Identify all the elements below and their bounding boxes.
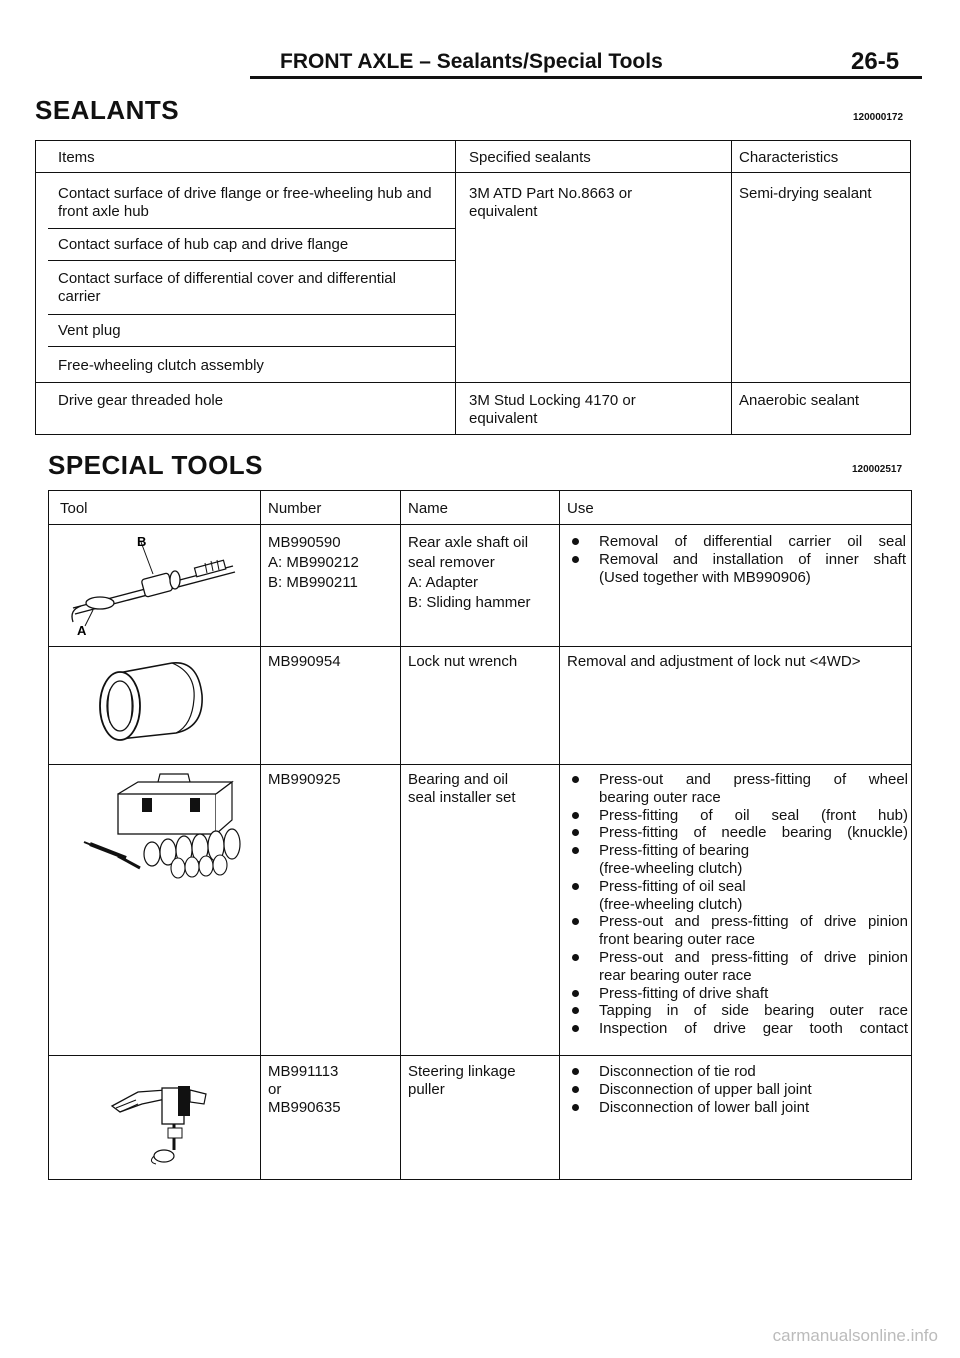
sealant-item: Contact surface of hub cap and drive flange [58,236,349,253]
tool-number-cell [268,533,359,593]
tool-name: seal installer set [408,789,516,806]
tool-number: MB990925 [268,771,341,788]
use-item: Press-fitting of drive shaft [566,985,908,1003]
use-item: Removal of differential carrier oil seal [566,533,906,551]
bullet-icon [572,556,579,563]
tool-name: A: Adapter [408,574,479,591]
tools-col-name: Name [408,500,449,517]
tool-use-cell [566,1063,906,1116]
sealants-row-rule [48,314,455,315]
bullet-icon [572,883,579,890]
sealants-title: SEALANTS [35,95,180,125]
tool-number: B: MB990211 [268,574,358,591]
tools-col-divider-1 [260,491,261,1179]
use-item: Press-fitting of needle bearing (knuckle) [566,824,908,842]
sealants-col-specified: Specified sealants [469,149,591,166]
tool-callout-label: A [77,623,87,638]
sealant-characteristic: Anaerobic sealant [739,392,860,409]
tool-callout-label: B [137,534,147,549]
tools-row-rule [49,1055,911,1056]
bullet-icon [572,1068,579,1075]
bullet-icon [572,918,579,925]
tool-name: Bearing and oil [408,771,509,788]
bullet-icon [572,812,579,819]
bullet-icon [572,847,579,854]
special-tools-code: 120002517 [852,464,903,475]
use-item: Disconnection of upper ball joint [566,1081,906,1099]
tool-use-cell [566,771,908,1038]
sealants-row-rule [48,346,455,347]
use-item: Press-fitting of oil seal (free-wheeling clutch) [566,878,908,914]
bullet-icon [572,1025,579,1032]
sealant-characteristic: Semi-drying sealant [739,185,872,202]
tool-name: seal remover [408,554,495,571]
sealants-col-characteristics: Characteristics [739,149,839,166]
sealants-col-items: Items [58,149,95,166]
tool-number: MB990590 [268,534,341,551]
tool-name: Lock nut wrench [408,653,518,670]
tool-name: puller [408,1081,445,1098]
use-item: Disconnection of lower ball joint [566,1099,906,1117]
tools-col-divider-2 [400,491,401,1179]
tool-name: Rear axle shaft oil [408,534,529,551]
tools-col-divider-3 [559,491,560,1179]
tool-number: MB991113 [268,1063,339,1080]
bullet-icon [572,1007,579,1014]
sealants-row-rule [48,260,455,261]
bullet-icon [572,990,579,997]
tools-row-rule [49,764,911,765]
sealant-item: Free-wheeling clutch assembly [58,357,264,374]
tool-name: Steering linkage [408,1063,516,1080]
tool-name-cell [408,533,531,613]
tool-name-cell [408,1063,516,1099]
sealants-col-divider-2 [731,141,732,434]
use-note: (Used together with MB990906) [599,568,811,586]
bullet-icon [572,954,579,961]
use-item: Press-out and press-fitting of wheel bearing outer race [566,771,908,807]
tool-name: B: Sliding hammer [408,594,531,611]
page-header-title: FRONT AXLE – Sealants/Special Tools [280,50,663,73]
tool-use: Removal and adjustment of lock nut <4WD> [567,653,861,670]
watermark: carmanualsonline.info [772,1326,938,1345]
header-rule [250,76,922,79]
tool-use-cell [566,533,906,586]
sealant-item: Contact surface of differential cover and differential carrier [58,270,396,305]
tool-number: MB990635 [268,1099,341,1116]
sealants-col-divider-1 [455,141,456,434]
use-item: Press-out and press-fitting of drive pinion front bearing outer race [566,913,908,949]
use-item: Removal and installation of inner shaft (Used together with MB990906) [566,551,906,587]
installer-set-illustration [80,772,250,887]
specified-sealant: 3M Stud Locking 4170 or equivalent [469,392,636,427]
use-item: Tapping in of side bearing outer race [566,1002,908,1020]
bullet-icon [572,538,579,545]
tools-col-number: Number [268,500,322,517]
bullet-icon [572,829,579,836]
tool-number-cell [268,1063,341,1117]
use-item: Press-out and press-fitting of drive pinion rear bearing outer race [566,949,908,985]
tool-name-cell [408,771,516,807]
sealants-code: 120000172 [853,112,904,123]
lock-nut-wrench-illustration [90,655,220,755]
bullet-icon [572,776,579,783]
tool-number: or [268,1081,282,1098]
sealant-item: Drive gear threaded hole [58,392,224,409]
bullet-icon [572,1086,579,1093]
sealant-item: Vent plug [58,322,121,339]
sealant-item: Contact surface of drive flange or free-wheeling hub and front axle hub [58,185,432,220]
tool-number: A: MB990212 [268,554,359,571]
use-item: Press-fitting of oil seal (front hub) [566,807,908,825]
sealants-row-rule [48,228,455,229]
specified-sealant: 3M ATD Part No.8663 or equivalent [469,185,633,220]
sealants-header-rule [36,172,910,173]
tool-number: MB990954 [268,653,341,670]
tools-col-tool: Tool [60,500,88,517]
use-item: Inspection of drive gear tooth contact [566,1020,908,1038]
tools-row-rule [49,646,911,647]
use-item: Press-fitting of bearing (free-wheeling clutch) [566,842,908,878]
sealants-row-rule [36,382,910,383]
bullet-icon [572,1104,579,1111]
tools-header-rule [49,524,911,525]
tools-col-use: Use [567,500,594,517]
steering-linkage-puller-illustration [108,1068,228,1168]
page-number: 26-5 [851,48,900,75]
use-item: Disconnection of tie rod [566,1063,906,1081]
special-tools-title: SPECIAL TOOLS [48,450,264,480]
oil-seal-remover-illustration [55,530,255,640]
